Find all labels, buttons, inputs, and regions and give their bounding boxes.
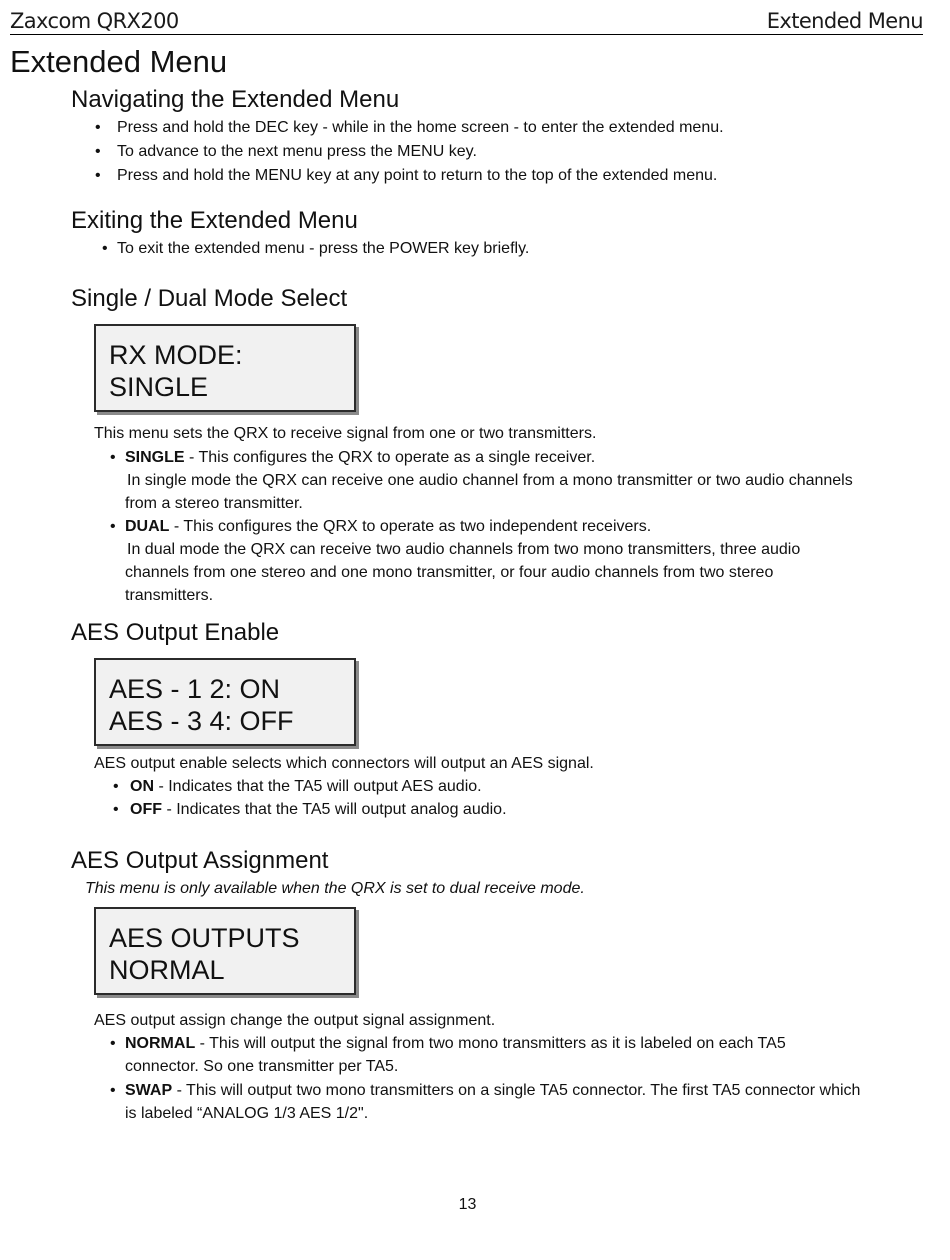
heading-navigating: Navigating the Extended Menu — [71, 86, 400, 113]
header-section-name: Extended Menu — [766, 9, 923, 33]
term-normal: NORMAL — [125, 1035, 196, 1052]
heading-exiting: Exiting the Extended Menu — [71, 207, 358, 234]
mode-bullet-single — [125, 449, 595, 467]
dual-detail-line-2: channels from one stereo and one mono transmitter, or four audio channels from two stereo — [125, 564, 774, 581]
aes-assign-bullet-swap — [125, 1082, 860, 1100]
heading-aes-enable: AES Output Enable — [71, 619, 280, 646]
term-off: OFF — [130, 801, 162, 818]
mode-bullet-dual — [125, 518, 651, 536]
swap-description: - This will output two mono transmitters on a single TA5 connector. The first TA5 connector which — [172, 1082, 861, 1099]
exit-bullet: • To exit the extended menu - press the POWER key briefly. — [117, 240, 529, 258]
term-single: SINGLE — [125, 449, 185, 466]
swap-detail-line: is labeled “ANALOG 1/3 AES 1/2". — [125, 1105, 369, 1122]
lcd-line-1: AES - 1 2: ON — [109, 674, 281, 704]
page-title: Extended Menu — [10, 44, 228, 79]
heading-mode-select: Single / Dual Mode Select — [71, 285, 348, 312]
aes-enable-intro: AES output enable selects which connectors will output an AES signal. — [94, 755, 594, 772]
aes-assign-bullet-normal — [125, 1035, 786, 1053]
nav-bullet-3: • Press and hold the MENU key at any point to return to the top of the extended menu. — [117, 167, 717, 185]
term-on: ON — [130, 778, 154, 795]
dual-detail-line-1: In dual mode the QRX can receive two audio channels from two mono transmitters, three audio — [127, 541, 801, 558]
aes-assign-intro: AES output assign change the output signal assignment. — [94, 1012, 496, 1029]
term-dual: DUAL — [125, 518, 170, 535]
dual-description: - This configures the QRX to operate as two independent receivers. — [169, 518, 652, 535]
dual-detail-line-3: transmitters. — [125, 587, 214, 604]
lcd-line-1: RX MODE: — [109, 340, 243, 370]
on-description: - Indicates that the TA5 will output AES audio. — [154, 778, 482, 795]
aes-enable-bullet-off — [130, 801, 507, 819]
aes-assign-note: This menu is only available when the QRX is set to dual receive mode. — [85, 880, 585, 897]
off-description: - Indicates that the TA5 will output analog audio. — [162, 801, 507, 818]
lcd-line-2: AES - 3 4: OFF — [109, 706, 294, 736]
normal-description: - This will output the signal from two mono transmitters as it is labeled on each TA5 — [195, 1035, 786, 1052]
single-detail-line-2: from a stereo transmitter. — [125, 495, 303, 512]
lcd-line-1: AES OUTPUTS — [109, 923, 300, 953]
page-number: 13 — [458, 1196, 477, 1213]
running-header — [10, 8, 923, 35]
mode-intro: This menu sets the QRX to receive signal from one or two transmitters. — [94, 425, 597, 442]
nav-bullet-2: • To advance to the next menu press the MENU key. — [117, 143, 477, 161]
aes-enable-bullet-on — [130, 778, 482, 796]
heading-aes-assign: AES Output Assignment — [71, 847, 329, 874]
term-swap: SWAP — [125, 1082, 173, 1099]
lcd-aes-outputs — [94, 907, 356, 995]
nav-bullet-1: • Press and hold the DEC key - while in the home screen - to enter the extended menu. — [117, 119, 724, 137]
lcd-rx-mode — [94, 324, 356, 412]
single-detail-line-1: In single mode the QRX can receive one audio channel from a mono transmitter or two audio channels — [127, 472, 853, 489]
lcd-line-2: NORMAL — [109, 955, 225, 985]
header-product-name: Zaxcom QRX200 — [10, 9, 179, 33]
single-description: - This configures the QRX to operate as a single receiver. — [184, 449, 596, 466]
lcd-aes-enable — [94, 658, 356, 746]
lcd-line-2: SINGLE — [109, 372, 209, 402]
normal-detail-line: connector. So one transmitter per TA5. — [125, 1058, 399, 1075]
